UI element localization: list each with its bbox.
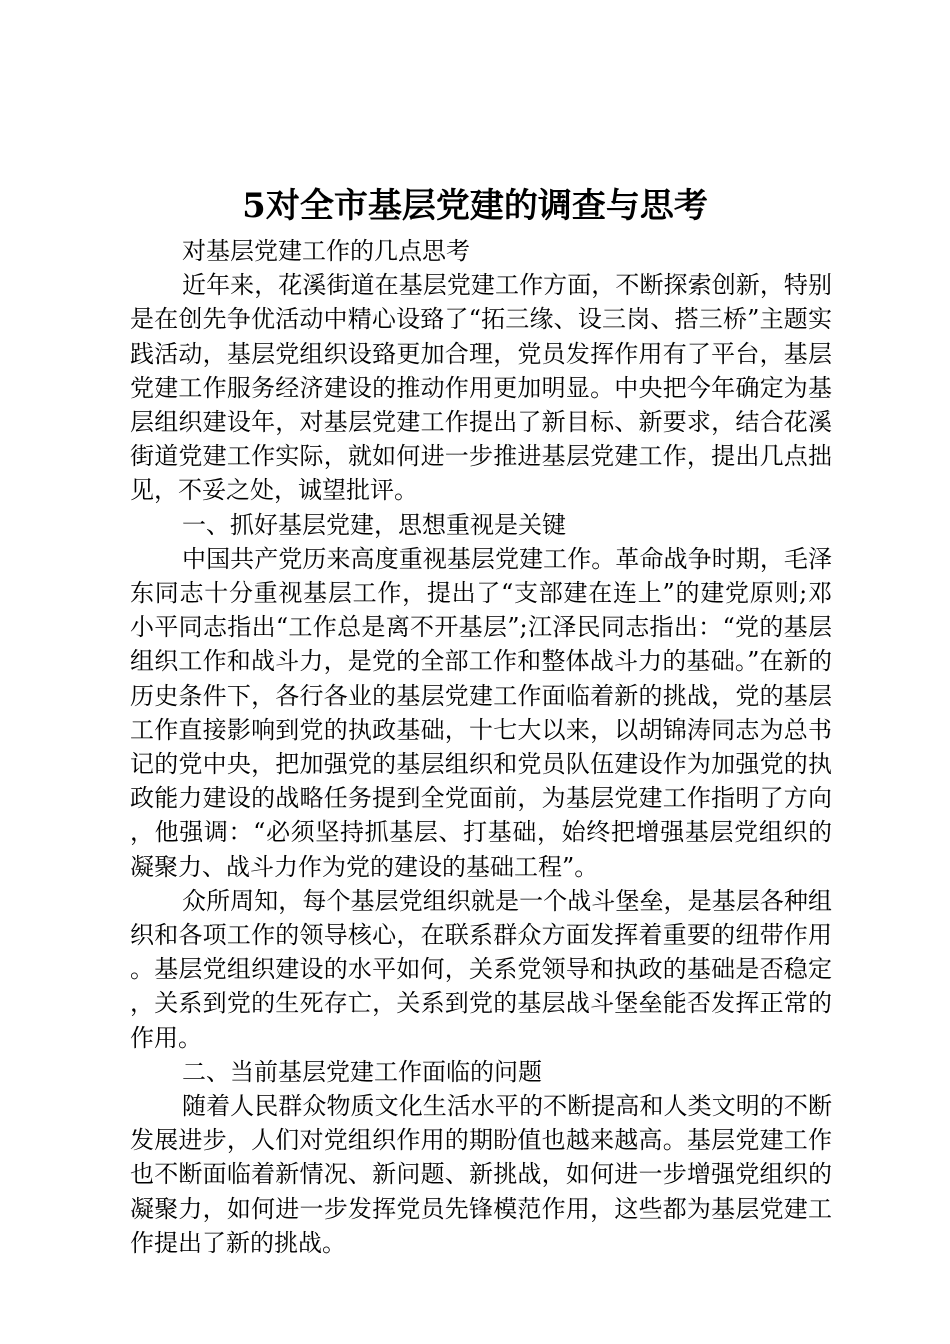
section-heading-1: 一、抓好基层党建，思想重视是关键 bbox=[182, 510, 566, 539]
document-body bbox=[130, 234, 832, 1260]
paragraph-fortress: 众所周知，每个基层党组织就是一个战斗堡垒，是基层各种组织和各项工作的领导核心，在联系群众方面发挥着重要的纽带作用。基层党组织建设的水平如何，关系党领导和执政的基础是否稳定，关系到党的生死存亡，关系到党的基层战斗堡垒能否发挥正常的作用。 bbox=[130, 886, 832, 1052]
section-heading-2: 二、当前基层党建工作面临的问题 bbox=[182, 1057, 542, 1086]
paragraph-problems: 随着人民群众物质文化生活水平的不断提高和人类文明的不断发展进步，人们对党组织作用的期盼值也越来越高。基层党建工作也不断面临着新情况、新问题、新挑战，如何进一步增强党组织的凝聚力，如何进一步发挥党员先锋模范作用，这些都为基层党建工作提出了新的挑战。 bbox=[130, 1092, 832, 1257]
document-title: 5对全市基层党建的调查与思考 bbox=[242, 186, 708, 226]
paragraph-subtitle: 对基层党建工作的几点思考 bbox=[182, 237, 470, 265]
paragraph-history: 中国共产党历来高度重视基层党建工作。革命战争时期，毛泽东同志十分重视基层工作，提出了“支部建在连上”的建党原则;邓小平同志指出“工作总是离不开基层”;江泽民同志指出：“党的基层组织工作和战斗力，是党的全部工作和整体战斗力的基础。”在新的历史条件下，各行各业的基层党建工作面临着新的挑战，党的基层工作直接影响到党的执政基础，十七大以来，以胡锦涛同志为总书记的党中央，把加强党的基层组织和党员队伍建设作为加强党的执政能力建设的战略任务提到全党面前，为基层党建工作指明了方向，他强调：“必须坚持抓基层、打基础，始终把增强基层党组织的凝聚力、战斗力作为党的建设的基础工程”。 bbox=[130, 544, 832, 881]
paragraph-intro: 近年来，花溪街道在基层党建工作方面，不断探索创新，特别是在创先争优活动中精心设臵了“拓三缘、设三岗、搭三桥”主题实践活动，基层党组织设臵更加合理，党员发挥作用有了平台，基层党建工作服务经济建设的推动作用更加明显。中央把今年确定为基层组织建设年，对基层党建工作提出了新目标、新要求，结合花溪街道党建工作实际，就如何进一步推进基层党建工作，提出几点拙见，不妥之处，诚望批评。 bbox=[130, 271, 832, 505]
